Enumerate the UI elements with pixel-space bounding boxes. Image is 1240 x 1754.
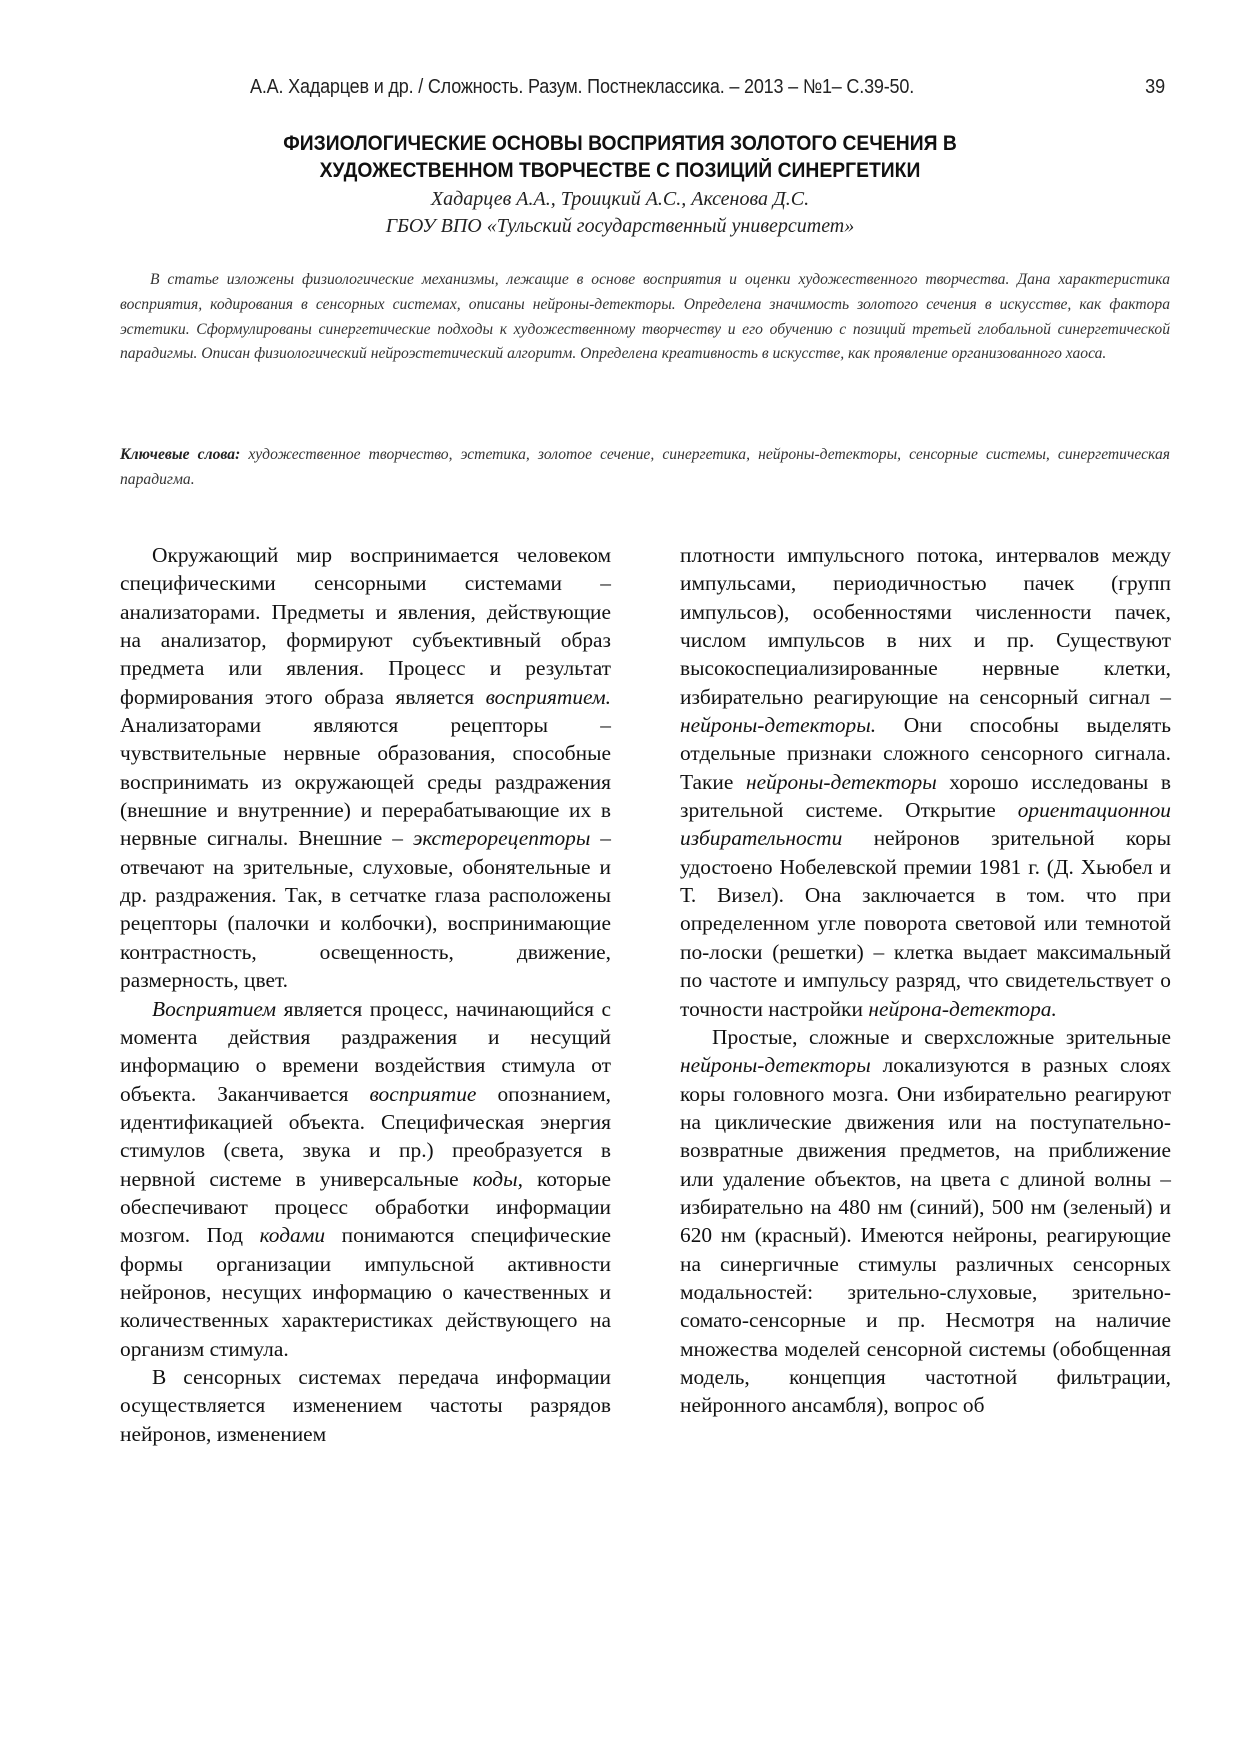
keywords-text: художественное творчество, эстетика, золотое сечение, синергетика, нейроны-детекторы, сенсорные системы, синергетическая парадигма. bbox=[120, 446, 1170, 488]
body-column-left bbox=[120, 541, 611, 1448]
running-head: А.А. Хадарцев и др. / Сложность. Разум. Постнеклассика. – 2013 – №1– С.39-50. bbox=[250, 76, 915, 98]
emphasized-term: нейроны-детекторы bbox=[746, 769, 937, 794]
emphasized-term: восприятием. bbox=[485, 684, 611, 709]
emphasized-term: нейроны-детекторы. bbox=[680, 713, 877, 738]
emphasized-term: нейроны-детекторы bbox=[680, 1053, 871, 1078]
body-paragraph bbox=[680, 541, 1171, 1023]
text-run: нейронов зрительной коры удостоено Нобелевской премии 1981 г. (Д. Хьюбел и Т. Визел). Она заключается в том. что при определенном угле поворота световой или темнотой по-лоски (решетки) – клетка выдает максимальный по частоте и импульсу разряд, что свидетельствует о точности настройки bbox=[680, 826, 1171, 1021]
text-run: локализуются в разных слоях коры головного мозга. Они избирательно реагируют на циклические движения или на поступательно-возвратные движения предметов, на приближение или удаление объектов, на цвета с длиной волны – избирательно на 480 нм (синий), 500 нм (зеленый) и 620 нм (красный). Имеются нейроны, реагирующие на синергичные стимулы различных сенсорных модальностей: зрительно-слуховые, зрительно-сомато-сенсорные и пр. Несмотря на наличие множества моделей сенсорной системы (обобщенная модель, концепция частотной фильтрации, нейронного ансамбля), вопрос об bbox=[680, 1053, 1171, 1418]
article-title bbox=[100, 130, 1140, 184]
affiliation: ГБОУ ВПО «Тульский государственный университет» bbox=[385, 215, 855, 237]
body-paragraph bbox=[120, 995, 611, 1363]
authors: Хадарцев А.А., Троицкий А.С., Аксенова Д.С. bbox=[430, 188, 810, 210]
emphasized-term: Восприятием bbox=[152, 996, 277, 1021]
emphasized-term: нейрона-детектора. bbox=[868, 996, 1057, 1021]
body-paragraph bbox=[120, 541, 611, 995]
text-run: опознанием, идентификацией объекта. Специфическая энергия стимулов (света, звука и пр.) преобразуется в нервной системе в универсальные bbox=[120, 1081, 611, 1191]
emphasized-term: ориентационнои избирательности bbox=[680, 798, 1171, 851]
page-number: 39 bbox=[1145, 76, 1166, 98]
author-block bbox=[100, 186, 1140, 240]
abstract: В статье изложены физиологические механизмы, лежащие в основе восприятия и оценки художественного творчества. Дана характеристика восприятия, кодирования в сенсорных системах, описаны нейроны-детекторы. Определена значимость золотого сечения в искусстве, как фактора эстетики. Сформулированы синергетические подходы к художественному творчеству и его обучению с позиций третьей глобальной синергетической парадигмы. Описан физиологический нейроэстетический алгоритм. Определена креативность в искусстве, как проявление организованного хаоса. bbox=[120, 271, 1170, 363]
body-paragraph bbox=[680, 1023, 1171, 1420]
emphasized-term: восприятие bbox=[369, 1081, 477, 1106]
text-run: плотности импульсного потока, интервалов между импульсами, периодичностью пачек (групп импульсов), особенностями численности пачек, числом импульсов в них и пр. Существуют высокоспециализированные нервные клетки, избирательно реагирующие на сенсорный сигнал – bbox=[680, 543, 1171, 709]
text-run: которые обеспечивают процесс обработки информации мозгом. Под bbox=[120, 1166, 611, 1248]
text-run: Окружающий мир воспринимается человеком специфическими сенсорными системами – анализаторами. Предметы и явления, действующие на анализатор, формируют субъективный образ предмета или явления. Процесс и результат формирования этого образа является bbox=[120, 543, 611, 709]
text-run: хорошо исследованы в зрительной системе. Открытие bbox=[680, 769, 1171, 823]
keywords bbox=[120, 443, 1170, 493]
emphasized-term: кодами bbox=[259, 1223, 326, 1248]
keywords-label: Ключевые слова: bbox=[120, 446, 241, 463]
text-run: является процесс, начинающийся с момента действия раздражения и несущий информацию о времени воздействия стимула от объекта. Заканчивается bbox=[120, 996, 611, 1106]
emphasized-term: коды, bbox=[472, 1166, 523, 1191]
text-run: – отвечают на зрительные, слуховые, обонятельные и др. раздражения. Так, в сетчатке глаза расположены рецепторы (палочки и колбочки), воспринимающие контрастность, освещенность, движение, размерность, цвет. bbox=[120, 826, 611, 993]
text-run: Они способны выделять отдельные признаки сложного сенсорного сигнала. Такие bbox=[680, 713, 1171, 794]
text-run: В сенсорных системах передача информации осуществляется изменением частоты разрядов нейронов, изменением bbox=[120, 1364, 611, 1446]
title-line-1: ФИЗИОЛОГИЧЕСКИЕ ОСНОВЫ ВОСПРИЯТИЯ ЗОЛОТОГО СЕЧЕНИЯ В bbox=[283, 132, 957, 155]
text-run: понимаются специфические формы организации импульсной активности нейронов, несущих информацию о качественных и количественных характеристиках действующего на организм стимула. bbox=[120, 1223, 611, 1361]
text-run: Простые, сложные и сверхсложные зрительные bbox=[712, 1024, 1171, 1049]
text-run: Анализаторами являются рецепторы – чувствительные нервные образования, способные воспринимать из окружающей среды раздражения (внешние и внутренние) и перерабатывающие их в нервные сигналы. Внешние – bbox=[120, 713, 611, 851]
title-line-2: ХУДОЖЕСТВЕННОМ ТВОРЧЕСТВЕ С ПОЗИЦИЙ СИНЕРГЕТИКИ bbox=[319, 159, 921, 182]
body-paragraph bbox=[120, 1363, 611, 1448]
body-column-right bbox=[680, 541, 1171, 1420]
emphasized-term: экстерорецепторы bbox=[412, 826, 591, 851]
